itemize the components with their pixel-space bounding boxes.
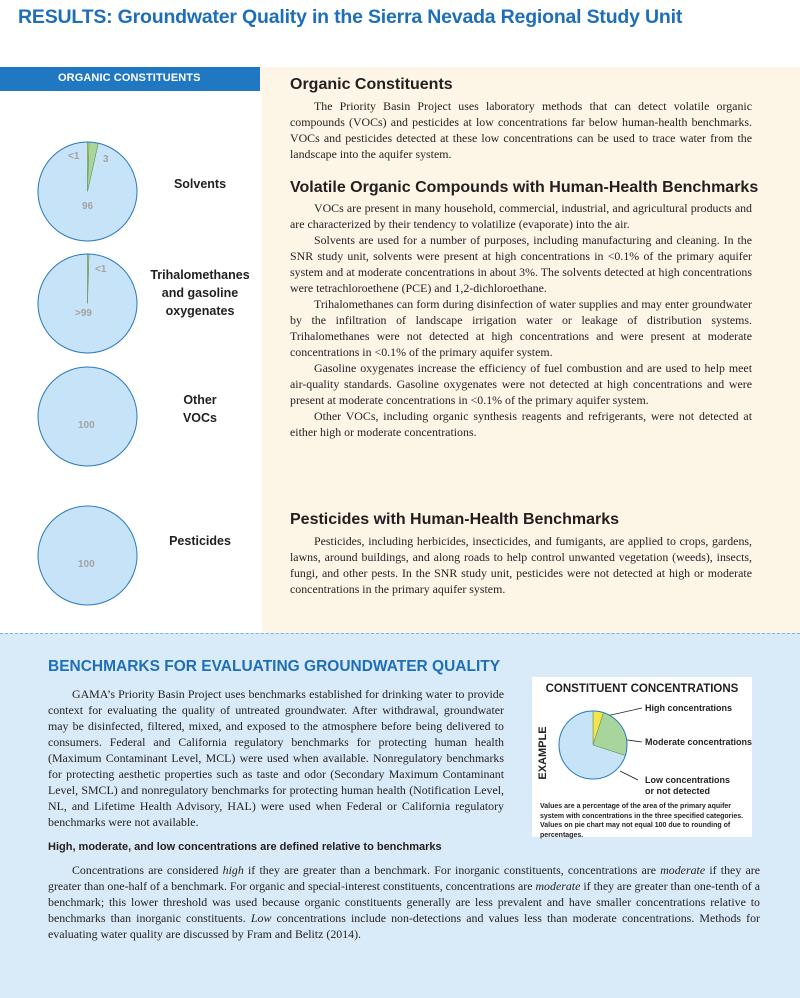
example-label-high: High concentrations — [645, 703, 733, 713]
pie-solvents-low-label: 96 — [82, 201, 94, 212]
example-note: Values are a percentage of the area of the primary aquifer system with concentrations in the three specified categories. Values on pie chart may not equal 100 due to rounding of percentages. — [540, 803, 744, 839]
voc-paragraph: Gasoline oxygenates increase the efficiency of fuel combustion and are used to help meet air-quality standards. Gasoline oxygenates were not detected at high concentrations and were present at moderate concentrations in <0.1% of the primary aquifer system. — [290, 361, 752, 407]
page-title: RESULTS: Groundwater Quality in the Sierra Nevada Regional Study Unit — [18, 6, 683, 28]
pie-solvents — [37, 141, 138, 242]
text-run: if they are greater than one-tenth of a benchmark; this lower threshold was used because organic constituents generally are less prevalent and have smaller concentrations relative to benchmarks than inorganic constituents. — [48, 879, 760, 925]
pie-other-vocs — [37, 366, 138, 467]
divider — [0, 633, 800, 634]
voc-paragraph: Trihalomethanes can form during disinfection of water supplies and may enter groundwater by the infiltration of landscape irrigation water or leakage of distribution systems. Trihalomethanes were not detected at high concentrations and were present at moderate concentrations in <0.1% of the primary aquifer system. — [290, 297, 752, 359]
benchmarks-subheading: High, moderate, and low concentrations are defined relative to benchmarks — [48, 841, 442, 853]
category-line: Trihalomethanes — [150, 268, 250, 282]
pie-chart-pesticides — [37, 505, 138, 606]
example-side-label: EXAMPLE — [537, 726, 549, 780]
text-run-italic: moderate — [535, 879, 581, 893]
text-run-italic: Low — [250, 911, 272, 925]
organic-paragraph: The Priority Basin Project uses laboratory methods that can detect volatile organic compounds (VOCs) and pesticides at low concentrations far below human-health benchmarks. VOCs and pesticides detected at these low concentrations can be used to trace water from the landscape into the aquifer system. — [290, 99, 752, 161]
text-run: concentrations include non-detections and values less than moderate concentrations. Methods for evaluating water quality are discussed by Fram and Belitz (2014). — [48, 911, 761, 941]
text-run: if they are greater than a benchmark. For inorganic constituents, concentrations are — [243, 863, 661, 877]
pie-trihalomethanes-moderate-label: <1 — [95, 264, 107, 275]
text-run-italic: high — [222, 863, 244, 877]
text-run-italic: moderate — [660, 863, 706, 877]
pie-trihalomethanes — [37, 253, 138, 354]
voc-paragraph: Other VOCs, including organic synthesis reagents and refrigerants, were not detected at either high or moderate concentrations. — [290, 409, 752, 439]
voc-heading: Volatile Organic Compounds with Human-Health Benchmarks — [290, 179, 759, 196]
benchmarks-body — [48, 686, 504, 830]
category-line: oxygenates — [165, 304, 235, 318]
example-label-moderate: Moderate concentrations — [645, 737, 753, 747]
pie-chart-solvents — [37, 141, 138, 242]
pie-pesticides-low-label: 100 — [78, 559, 95, 570]
example-label-low — [645, 775, 730, 797]
section-tab — [0, 67, 260, 91]
pie-chart-trihalomethanes — [37, 253, 138, 354]
organic-heading: Organic Constituents — [290, 76, 453, 93]
pie-chart-other-vocs — [37, 366, 138, 467]
pesticides-paragraph: Pesticides, including herbicides, insecticides, and fumigants, are applied to crops, gardens, lawns, around buildings, and along roads to help control unwanted vegetation (weeds), insects, fungi, and other pests. In the SNR study unit, pesticides were not detected at high or moderate concentrations in the primary aquifer system. — [290, 534, 752, 596]
category-line: Pesticides — [169, 534, 231, 548]
category-line: VOCs — [182, 411, 218, 425]
example-label-low-line: or not detected — [645, 786, 711, 796]
voc-paragraph: VOCs are present in many household, commercial, industrial, and agricultural products and are characterized by their tendency to volatilize (evaporate) into the air. — [290, 201, 752, 231]
pesticides-body — [290, 533, 752, 597]
pie-trihalomethanes-category — [145, 266, 255, 320]
concentrations-paragraph — [48, 862, 760, 942]
text-run: Concentrations are considered — [72, 863, 223, 877]
category-line: Solvents — [173, 177, 227, 191]
text-run: if they are greater than one-half of a benchmark. For organic and special-interest constituents, concentrations are — [48, 863, 760, 893]
example-label-low-line: Low concentrations — [645, 775, 731, 785]
pie-pesticides — [37, 505, 138, 606]
pie-solvents-category — [160, 175, 240, 193]
benchmarks-paragraph: GAMA’s Priority Basin Project uses benchmarks established for drinking water to provide context for evaluating the quality of untreated groundwater. After withdrawal, groundwater may be disinfected, filtered, mixed, and exposed to the atmosphere before being delivered to consumers. Federal and California regulatory benchmarks for protecting human health (Maximum Contaminant Level, MCL) were used when available. Nonregulatory benchmarks for protecting aesthetic properties such as taste and odor (Secondary Maximum Contaminant Level, SMCL) and nonregulatory benchmarks for protecting human health (Notification Level, NL, and Lifetime Health Advisory, HAL) were used when Federal or California regulatory benchmarks were not available. — [48, 687, 504, 829]
pie-other-vocs-category — [160, 391, 240, 427]
example-pie-chart — [558, 710, 628, 780]
pesticides-heading: Pesticides with Human-Health Benchmarks — [290, 511, 619, 528]
benchmarks-heading: BENCHMARKS FOR EVALUATING GROUNDWATER QUALITY — [48, 658, 501, 675]
example-box — [532, 677, 752, 837]
voc-paragraph: Solvents are used for a number of purposes, including manufacturing and cleaning. In the SNR study unit, solvents were present at high concentrations in <0.1% of the primary aquifer system and at moderate concentrations in about 3%. The solvents detected at high concentrations were tetrachloroethene (PCE) and 1,2-dichloroethane. — [290, 233, 752, 295]
pie-other-vocs-low-label: 100 — [78, 420, 95, 431]
organic-body — [290, 98, 752, 162]
pie-solvents-high-label: <1 — [68, 151, 80, 162]
category-line: Other — [183, 393, 217, 407]
concentrations-body — [48, 862, 760, 942]
pie-pesticides-category — [160, 532, 240, 550]
pie-trihalomethanes-low-label: >99 — [75, 308, 92, 319]
pie-solvents-moderate-label: 3 — [103, 154, 109, 165]
section-tab-label: ORGANIC CONSTITUENTS — [58, 72, 201, 84]
category-line: and gasoline — [161, 286, 239, 300]
example-pie — [558, 710, 628, 780]
example-title: CONSTITUENT CONCENTRATIONS — [545, 683, 739, 695]
voc-body — [290, 200, 752, 440]
